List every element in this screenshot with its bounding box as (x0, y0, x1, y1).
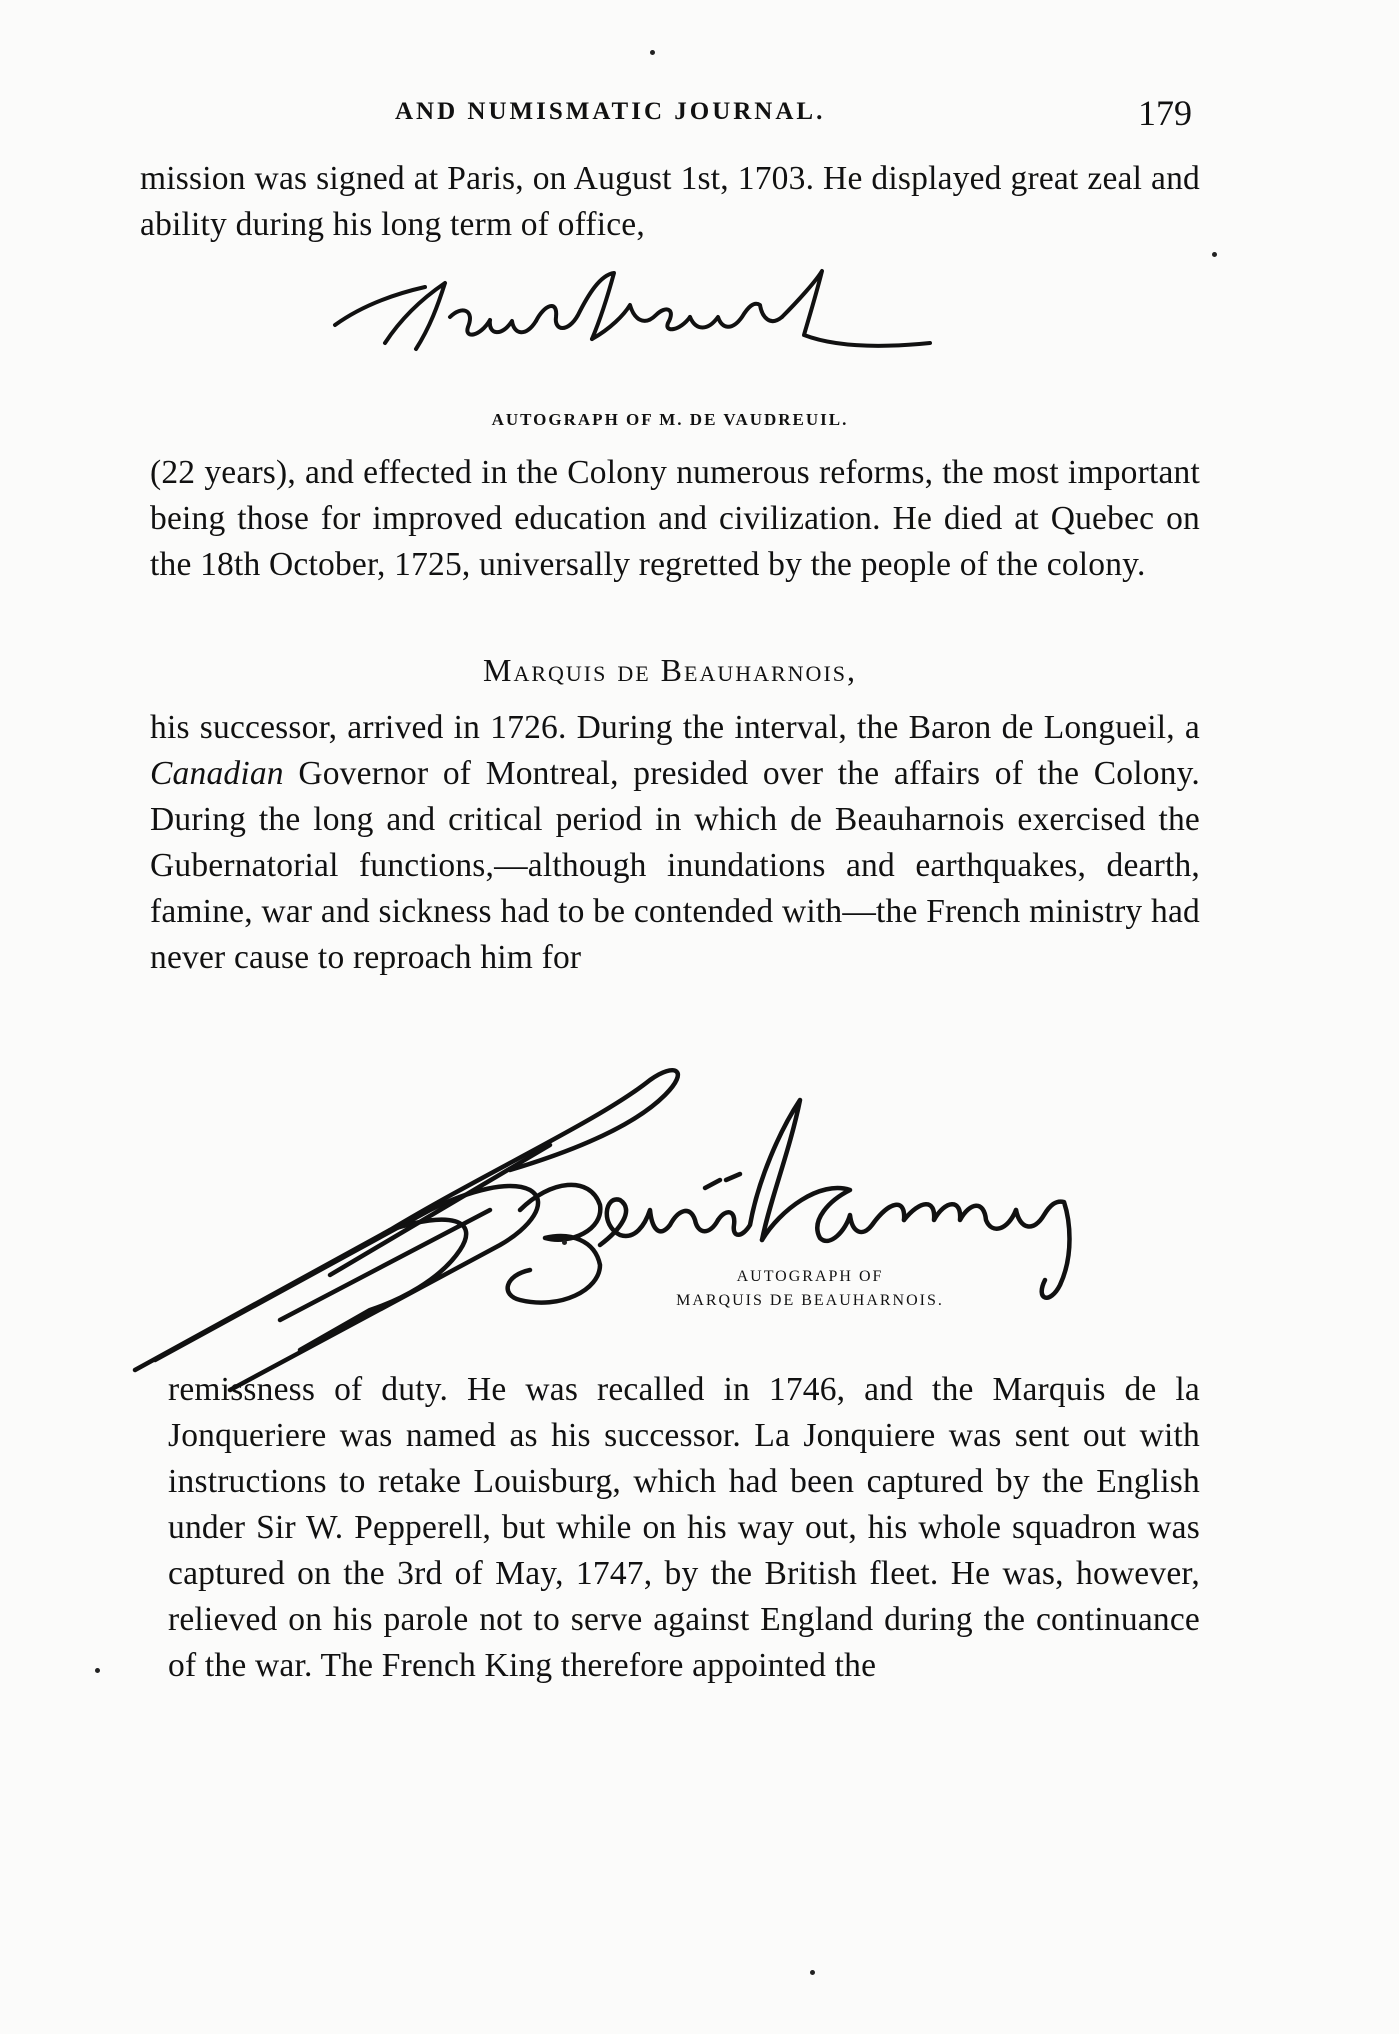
vaudreuil-signature (330, 265, 970, 375)
beauharnois-caption-line-2: MARQUIS DE BEAUHARNOIS. (676, 1292, 944, 1309)
paragraph-3-rest: Governor of Montreal, presided over the affairs of the Colony. During the long and critical period in which de Beauharnois exercised the Gubernatorial functions,—although inundations and earthquakes, dearth, famine, war and sickness had to be contended with—the French ministry had never cause to reproach him for (150, 755, 1200, 976)
paragraph-3-lead: his successor, arrived in 1726. During the interval, the Baron de Longueil, a (150, 709, 1200, 746)
beauharnois-signature (130, 1060, 1220, 1390)
print-speck (810, 1970, 815, 1975)
paragraph-2: (22 years), and effected in the Colony numerous reforms, the most important being those for improved education and civilization. He died at Quebec on the 18th October, 1725, universally regretted by the people of the colony. (150, 454, 1200, 583)
print-speck (95, 1668, 100, 1673)
beauharnois-caption-line-1: AUTOGRAPH OF (736, 1268, 884, 1285)
beauharnois-caption (560, 1265, 1060, 1313)
running-head (140, 92, 1240, 142)
paragraph-1: mission was signed at Paris, on August 1st, 1703. He displayed great zeal and ability during his long term of office, (140, 160, 1200, 243)
section-heading: Marquis de Beauharnois, (482, 652, 858, 688)
print-speck (1212, 252, 1217, 257)
running-title: AND NUMISMATIC JOURNAL. (395, 98, 826, 125)
print-speck (650, 50, 655, 55)
page-number: 179 (1138, 93, 1192, 133)
paragraph-3-italic: Canadian (150, 755, 284, 792)
paragraph-4: remissness of duty. He was recalled in 1746, and the Marquis de la Jonqueriere was named as his successor. La Jonquiere was sent out with instructions to retake Louisburg, which had been captured by the English under Sir W. Pepperell, but while on his way out, his whole squadron was captured on the 3rd of May, 1747, by the British fleet. He was, however, relieved on his parole not to serve against England during the continuance of the war. The French King therefore appointed the (168, 1371, 1200, 1684)
paragraph-3 (150, 705, 1200, 981)
vaudreuil-caption: AUTOGRAPH OF M. DE VAUDREUIL. (491, 410, 849, 429)
print-speck (562, 1240, 567, 1245)
